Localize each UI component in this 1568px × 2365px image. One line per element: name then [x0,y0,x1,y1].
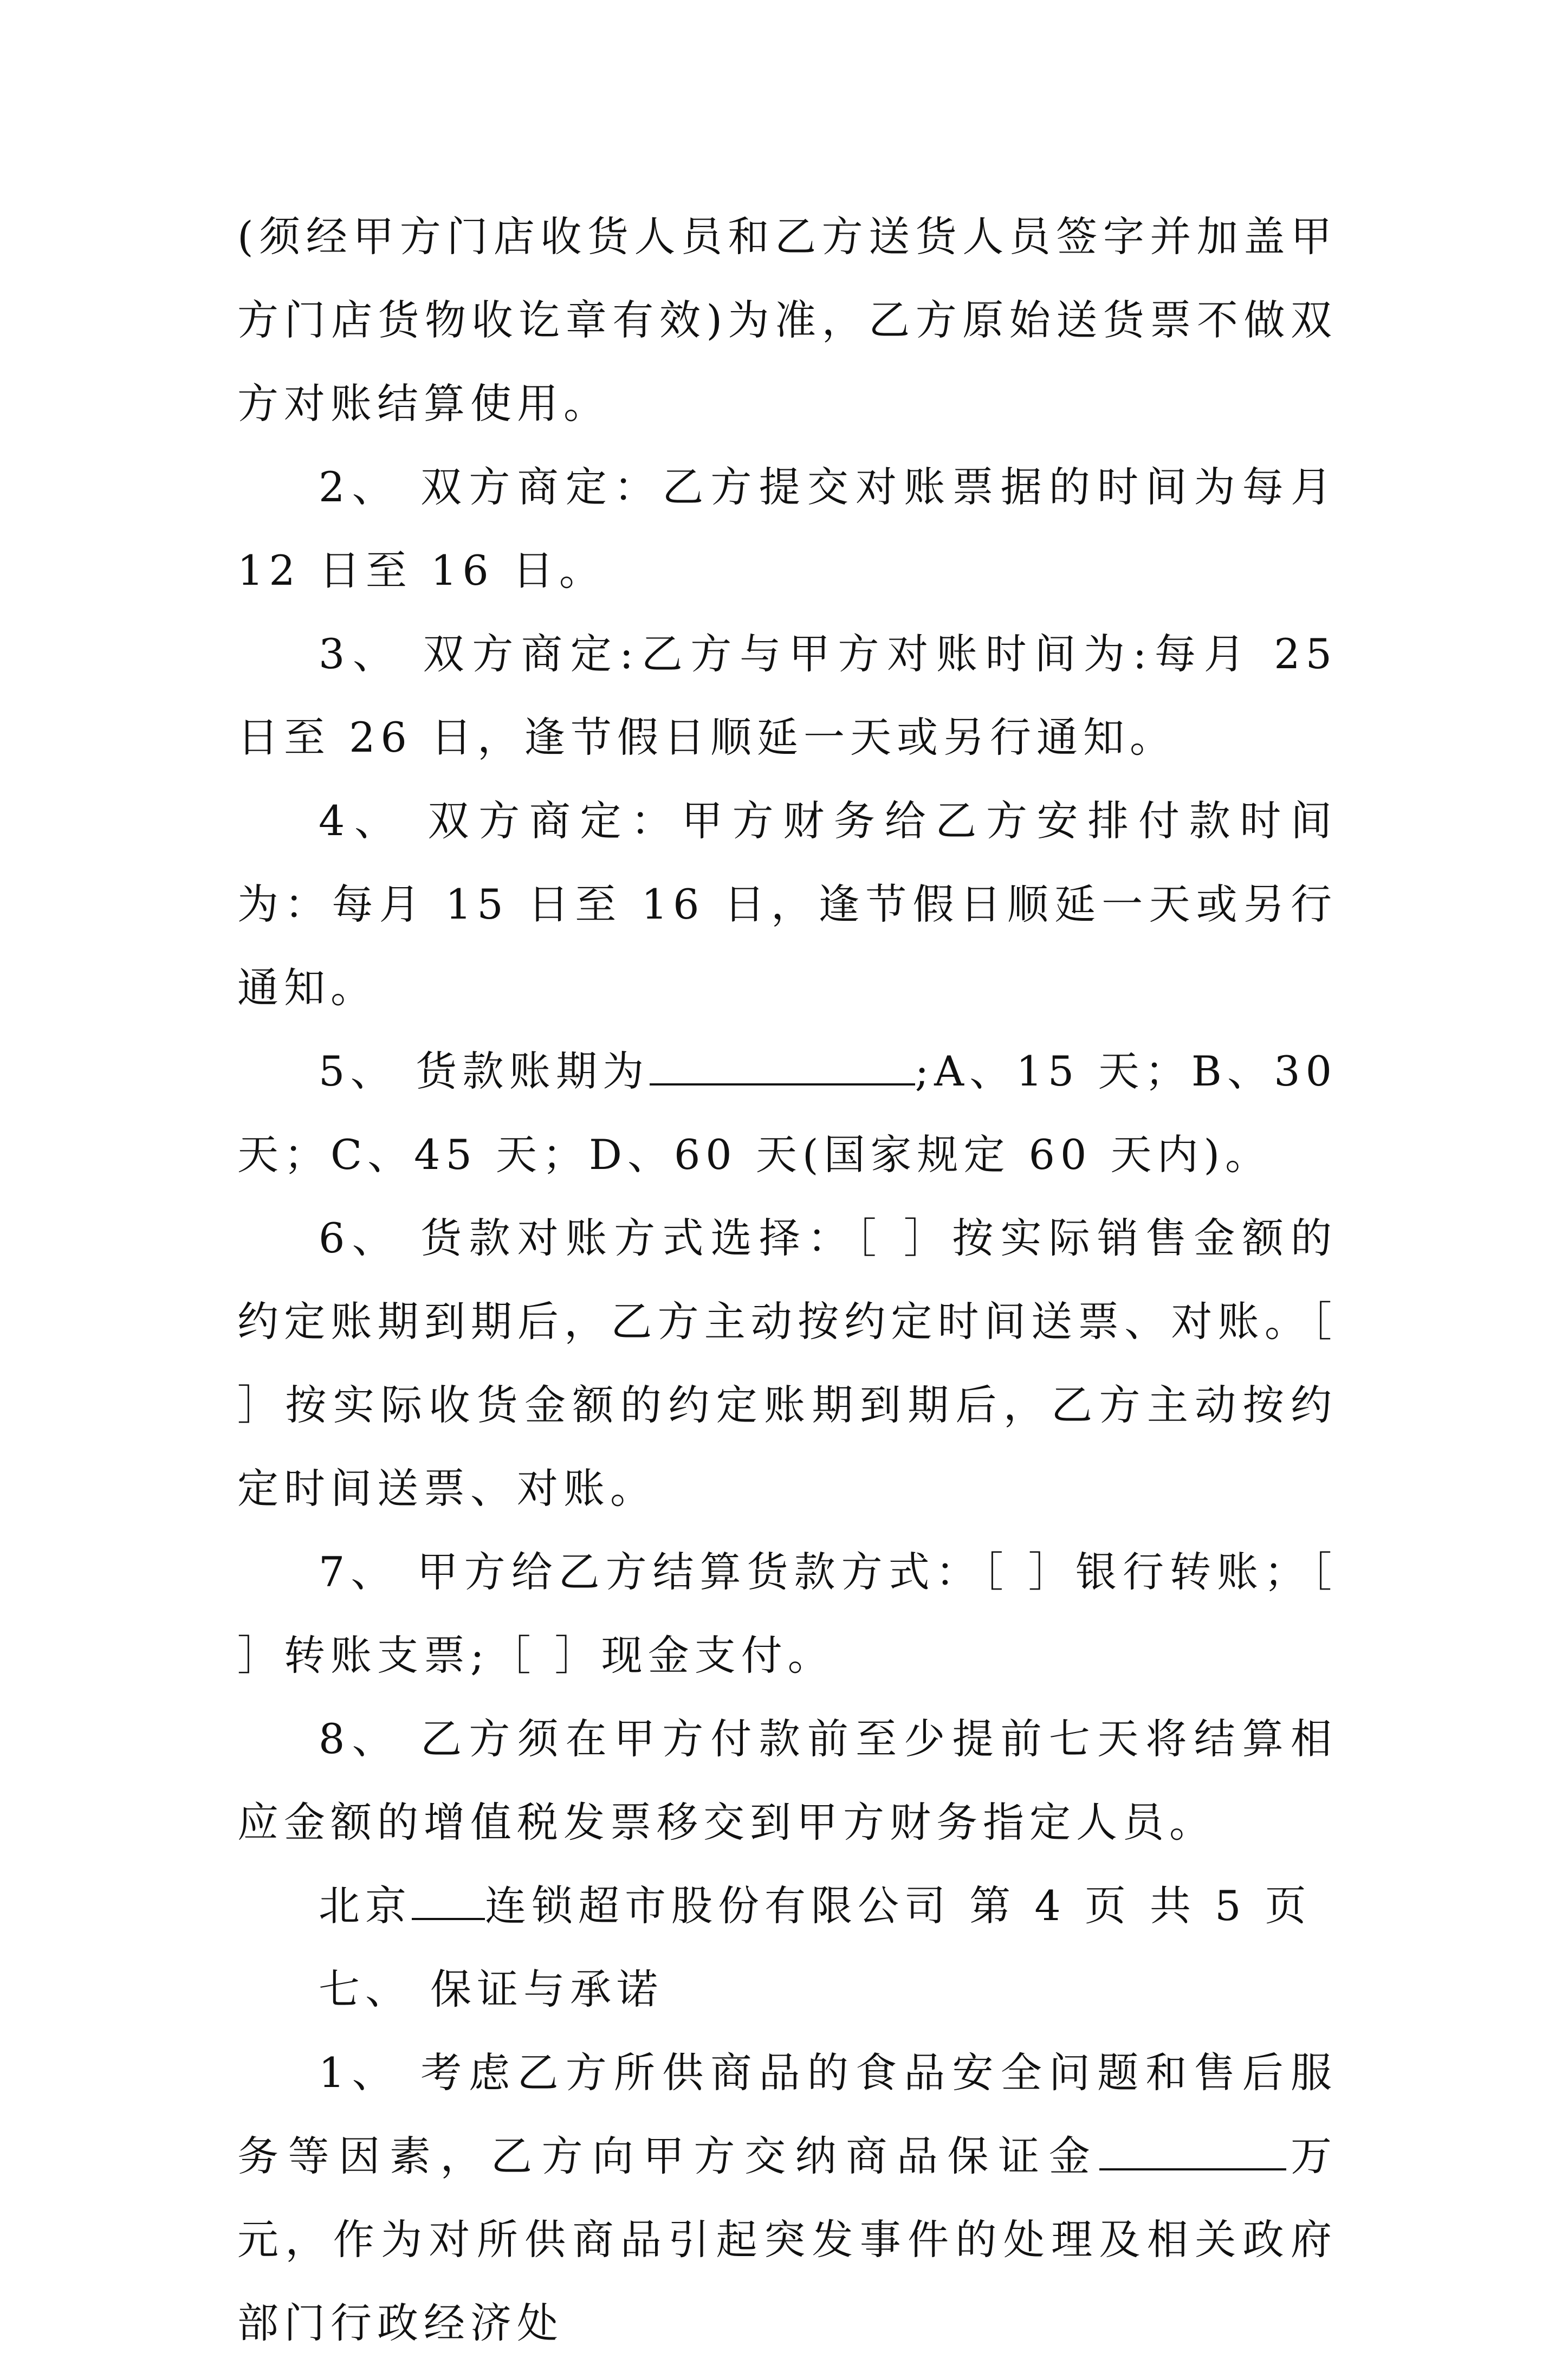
clause-6-reconciliation-method [237,1197,1337,1530]
clause-7-settlement-method [237,1530,1337,1697]
clause-text-options: ;A、15 天；B、30 天；C、45 天；D、60 天(国家规定 60 天内)。 [237,1047,1338,1179]
deposit-amount-blank [1099,2127,1286,2170]
clause-text: 4、 双方商定：甲方财务给乙方安排付款时间为：每月 15 日至 16 日，逢节假日顺延一天或另行通知。 [237,797,1337,1012]
clause-text: 2、 双方商定：乙方提交对账票据的时间为每月 12 日至 16 日。 [237,463,1337,595]
paragraph-receipt-basis [237,195,1337,445]
clause-text: 7、 甲方给乙方结算货款方式：［ ］银行转账；［ ］转账支票;［ ］现金支付。 [237,1548,1337,1679]
clause-text: 1、 考虑乙方所供商品的食品安全问题和售后服务等因素，乙方向甲方交纳商品保证金 [237,2049,1337,2180]
section-title: 七、 保证与承诺 [319,1965,664,2013]
clause-2-invoice-submission [237,445,1337,612]
clause-text: 8、 乙方须在甲方付款前至少提前七天将结算相应金额的增值税发票移交到甲方财务指定人员。 [237,1715,1337,1846]
clause-8-vat-invoice [237,1697,1337,1864]
section-heading [237,1948,1337,2031]
clause-text: 5、 货款账期为 [319,1047,650,1095]
page-footer-line [237,1864,1337,1948]
company-name-blank [412,1877,485,1920]
clause-text: 6、 货款对账方式选择：［ ］按实际销售金额的约定账期到期后，乙方主动按约定时间送票、对账。［ ］按实际收货金额的约定账期到期后，乙方主动按约定时间送票、对账。 [237,1214,1337,1513]
footer-text: 连锁超市股份有限公司 第 4 页 共 5 页 [485,1882,1312,1930]
clause-5-payment-terms [237,1030,1337,1197]
clause-3-reconciliation-time [237,612,1337,779]
document-body [237,195,1337,2365]
clause-text-continued: 万元，作为对所供商品引起突发事件的处理及相关政府部门行政经济处 [237,2132,1338,2347]
clause-text: 3、 双方商定:乙方与甲方对账时间为:每月 25 日至 26 日，逢节假日顺延一天或另行通知。 [237,630,1337,761]
clause-4-payment-time [237,779,1337,1030]
paragraph-text: (须经甲方门店收货人员和乙方送货人员签字并加盖甲方门店货物收讫章有效)为准，乙方原始送货票不做双方对账结算使用。 [237,212,1337,428]
footer-text-prefix: 北京 [319,1882,412,1930]
payment-term-blank [650,1042,915,1085]
clause-1-deposit [237,2031,1337,2365]
